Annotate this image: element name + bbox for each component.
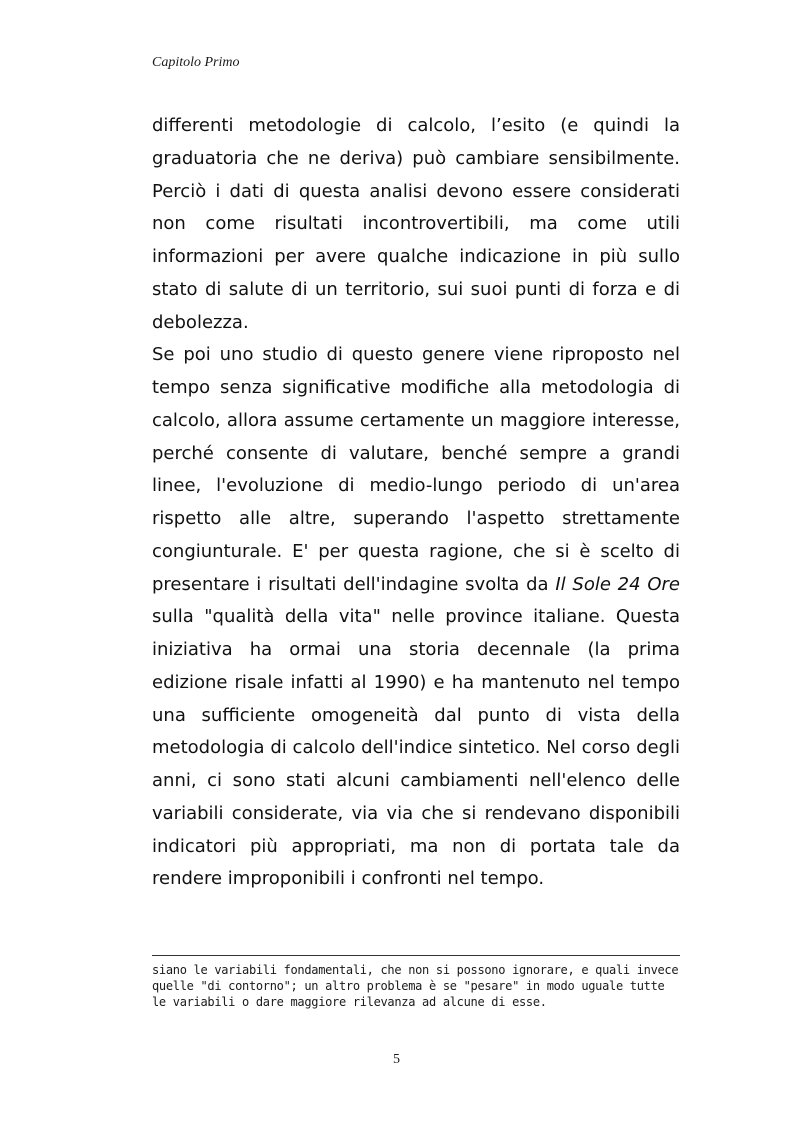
running-header: Capitolo Primo [152, 55, 240, 70]
source-title: Il Sole 24 Ore [555, 573, 680, 595]
page-number: 5 [393, 1052, 400, 1067]
paragraph-1: differenti metodologie di calcolo, l’esito (e quindi la graduatoria che ne deriva) può cambiare sensibilmente. Perciò i dati di questa analisi devono essere considerati non come risultati incontrovertibili, ma come utili informazioni per avere qualche indicazione in più sullo stato di salute di un territorio, sui suoi punti di forza e di debolezza. [152, 115, 680, 333]
paragraph-2 [152, 339, 680, 896]
paragraph-2-after: sulla "qualità della vita" nelle province italiane. Questa iniziativa ha ormai una storia decennale (la prima edizione risale infatti al 1990) e ha mantenuto nel tempo una sufficiente omogeneità dal punto di vista della metodologia di calcolo dell'indice sintetico. Nel corso degli anni, ci sono stati alcuni cambiamenti nell'elenco delle variabili considerate, via via che si rendevano disponibili indicatori più appropriati, ma non di portata tale da rendere improponibili i confronti nel tempo. [152, 606, 680, 890]
footnote-divider [152, 955, 680, 956]
body-text [152, 110, 680, 896]
footnote [152, 962, 680, 1010]
paragraph-2-before: Se poi uno studio di questo genere viene riproposto nel tempo senza significative modifiche alla metodologia di calcolo, allora assume certamente un maggiore interesse, perché consente di valutare, benché sempre a grandi linee, l'evoluzione di medio-lungo periodo di un'area rispetto alle altre, superando l'aspetto strettamente congiunturale. E' per questa ragione, che si è scelto di presentare i risultati dell'indagine svolta da [152, 344, 680, 595]
footnote-text: siano le variabili fondamentali, che non si possono ignorare, e quali invece quelle "di contorno"; un altro problema è se "pesare" in modo uguale tutte le variabili o dare maggiore rilevanza ad alcune di esse. [152, 963, 679, 1009]
